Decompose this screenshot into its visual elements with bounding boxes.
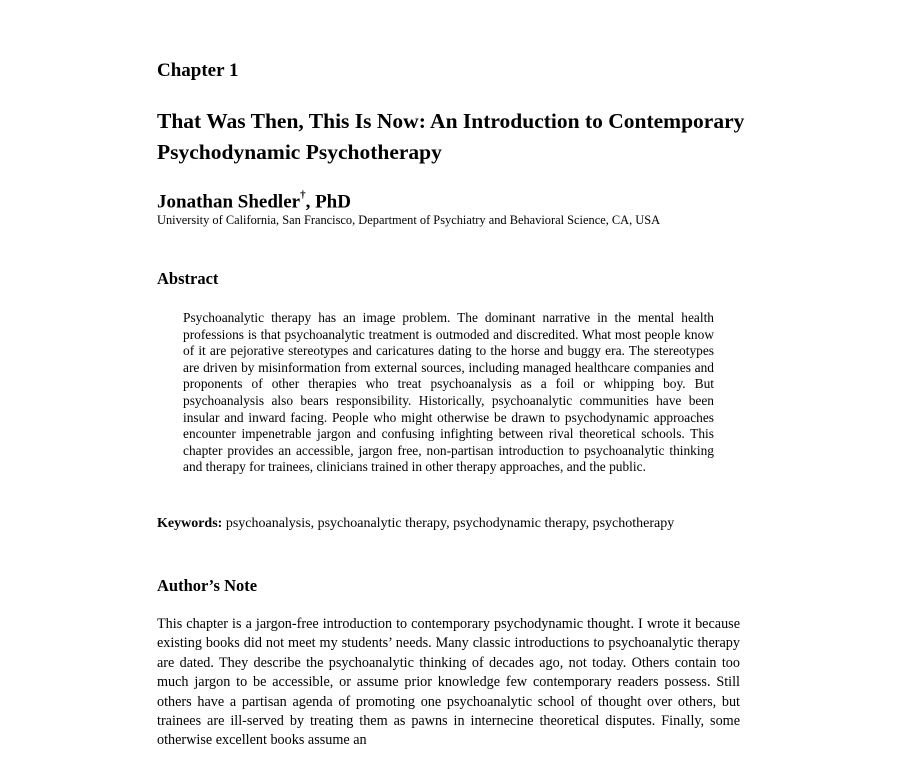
author-degree: , PhD	[305, 191, 351, 213]
author-footnote-marker: †	[300, 189, 306, 201]
author-name: Jonathan Shedler	[157, 191, 301, 213]
authors-note-heading: Author’s Note	[157, 576, 258, 595]
keywords-text: psychoanalysis, psychoanalytic therapy, psychodynamic therapy, psychotherapy	[225, 516, 675, 531]
abstract-heading: Abstract	[157, 269, 219, 288]
authors-note-text: This chapter is a jargon-free introduction to contemporary psychodynamic thought. I wrote it because existing books did not meet my students’ needs. Many classic introductions to psychoanalytic therapy are dated. They describe the psychoanalytic thinking of decades ago, not today. Others contain too much jargon to be accessible, or assume prior knowledge few contemporary readers possess. Still others have a partisan agenda of promoting one psychoanalytic school of thought over others, but trainees are ill-served by treating them as pawns in internecine theoretical disputes. Finally, some otherwise excellent books assume an	[157, 616, 740, 749]
chapter-title: That Was Then, This Is Now: An Introduction to Contemporary Psychodynamic Psychotherapy	[157, 109, 745, 164]
author-affiliation: University of California, San Francisco, Department of Psychiatry and Behavioral Science, CA, USA	[157, 213, 661, 227]
keywords-label: Keywords:	[157, 516, 223, 531]
abstract-text: Psychoanalytic therapy has an image problem. The dominant narrative in the mental health professions is that psychoanalytic treatment is outmoded and discredited. What most people know of it are pejorative stereotypes and caricatures dating to the horse and buggy era. The stereotypes are driven by misinformation from external sources, including managed healthcare companies and proponents of other therapies who treat psychoanalysis as a foil or whipping boy. But psychoanalysis also bears responsibility. Historically, psychoanalytic communities have been insular and inward facing. People who might otherwise be drawn to psychodynamic approaches encounter impenetrable jargon and confusing infighting between rival theoretical schools. This chapter provides an accessible, jargon free, non-partisan introduction to psychoanalytic thinking and therapy for trainees, clinicians trained in other therapy approaches, and the public.	[183, 310, 714, 475]
keywords-line	[157, 514, 797, 534]
author-line	[157, 184, 351, 215]
chapter-label: Chapter 1	[157, 60, 239, 81]
